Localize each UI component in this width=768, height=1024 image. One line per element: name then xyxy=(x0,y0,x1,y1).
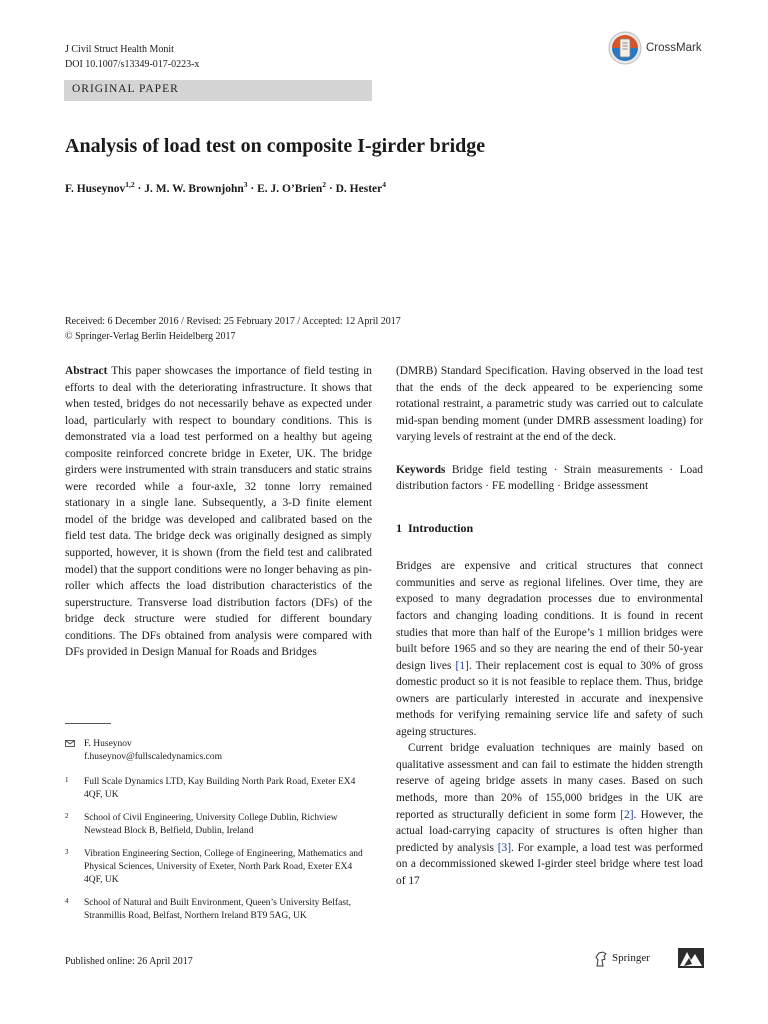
crossmark-label: CrossMark xyxy=(646,42,702,54)
paper-title: Analysis of load test on composite I-girder bridge xyxy=(65,135,486,157)
author[interactable]: E. J. O’Brien$^2$ xyxy=(257,180,327,195)
author-separator: · xyxy=(137,182,145,195)
corresponding-email[interactable]: f.huseynov@fullscaledynamics.com xyxy=(84,752,223,762)
keywords-text: Bridge field testing · Strain measurements · Load distribution factors · FE modelling · Bridge assessment xyxy=(396,463,703,493)
section-heading-introduction xyxy=(396,520,703,537)
copyright: © Springer-Verlag Berlin Heidelberg 2017 xyxy=(65,331,236,342)
intro-paragraph-2: Current bridge evaluation techniques are mainly based on qualitative assessment and can fail to estimate the hidden strength reserve of ageing bridge assets in many cases. Based on such methods, more than 20% of 155,000 bridges in the UK are reported as structurally deficient in some form [2]. However, the actual load-carrying capacity of structures is often higher than predicted by analysis [3]. For example, a load test was performed on a decommissioned skewed I-girder steel bridge where test load of 17 xyxy=(396,742,703,887)
corresponding-author xyxy=(65,738,365,764)
author-list xyxy=(65,180,386,195)
publisher-name: Springer xyxy=(612,952,650,964)
abstract-text: This paper showcases the importance of field testing in efforts to deal with the deteriorating infrastructure. It shows that when tested, bridges do not necessarily behave as expected under load, particularly with respect to boundary conditions. This is demonstrated via a load test performed on a healthy but ageing composite reinforced concrete bridge in Exeter, UK. The bridge girders were instrumented with strain transducers and static strains were recorded while a four-axle, 32 tonne lorry remained stationary in a single lane. Subsequently, a 3-D finite element model of the bridge was developed and calibrated based on the field test data. The bridge deck was originally designed as simply supported, however, it is shown (from the field test and calibrated model) that the support conditions were no longer behaving as pin-roller which affects the load distribution characteristics of the superstructure. Transverse load distribution factors (DFs) of the bridge deck structure were studied for different boundary conditions. The DFs obtained from analysis were compared with DFs provided in Design Manual for Roads and Bridges xyxy=(65,365,372,659)
keywords xyxy=(396,462,703,495)
author[interactable]: D. Hester$^4$ xyxy=(335,180,386,195)
society-logo-icon xyxy=(678,948,704,968)
citation-link[interactable]: [3] xyxy=(497,841,512,854)
abstract xyxy=(65,363,372,661)
section-title: Introduction xyxy=(408,520,474,535)
publisher-logo xyxy=(594,948,704,970)
intro-paragraph-1: Bridges are expensive and critical structures that connect communities and serve as regional lifelines. Over time, they are exposed to many degradation processes due to environmental factors and changing loading conditions. It is found in recent studies that more than half of the Europe’s 1 million bridges were built before 1965 and so they are nearing the end of their 50-year design lives [1]. Their replacement cost is equal to 30% of gross domestic product so it is not feasible to replace them. Thus, bridge owners are particularly interested in accurate and inexpensive methods for verifying remaining service life and safety of such ageing structures. xyxy=(396,560,703,738)
corresponding-name: F. Huseynov xyxy=(84,739,132,749)
journal-name: J Civil Struct Health Monit xyxy=(65,44,174,55)
abstract-label: Abstract xyxy=(65,365,108,377)
author[interactable]: F. Huseynov$^{1,2}$ xyxy=(65,180,135,195)
footnote-rule xyxy=(65,723,111,724)
paper-type-banner xyxy=(64,80,372,101)
affiliation: 1 Full Scale Dynamics LTD, Kay Building North Park Road, Exeter EX4 4QF, UK xyxy=(65,776,356,800)
footnotes xyxy=(65,738,365,933)
citation-link[interactable]: [1] xyxy=(455,659,469,672)
published-date: Published online: 26 April 2017 xyxy=(65,956,193,967)
author-separator: · xyxy=(328,182,336,195)
paper-type-label: ORIGINAL PAPER xyxy=(72,83,179,95)
section-number: 1 xyxy=(396,520,402,535)
crossmark-icon xyxy=(608,31,642,65)
envelope-icon xyxy=(65,740,75,747)
keywords-label: Keywords xyxy=(396,463,446,476)
abstract-continuation: (DMRB) Standard Specification. Having observed in the load test that the ends of the deck appeared to be experiencing some rotational restraint, a parametric study was carried out to calculate mid-span bending moment (under DMRB assessment loading) for varying levels of restraint at the end of the deck. xyxy=(396,365,703,444)
doi[interactable]: DOI 10.1007/s13349-017-0223-x xyxy=(65,59,200,70)
affiliation: 4 School of Natural and Built Environment, Queen’s University Belfast, Stranmillis Road, Belfast, Northern Ireland BT9 5AG, UK xyxy=(65,897,352,921)
affiliation: 3 Vibration Engineering Section, College of Engineering, Mathematics and Physical Sciences, University of Exeter, North Park Road, Exeter EX4 4QF, UK xyxy=(65,848,363,885)
article-dates: Received: 6 December 2016 / Revised: 25 February 2017 / Accepted: 12 April 2017 xyxy=(65,316,401,327)
affiliation: 2 School of Civil Engineering, University College Dublin, Richview Newstead Block B, Belfield, Dublin, Ireland xyxy=(65,812,338,836)
author-separator: · xyxy=(250,182,258,195)
right-column xyxy=(396,363,703,889)
author[interactable]: J. M. W. Brownjohn$^3$ xyxy=(144,180,248,195)
citation-link[interactable]: [2] xyxy=(620,808,634,821)
springer-horse-icon xyxy=(594,951,608,967)
crossmark-badge[interactable] xyxy=(608,34,712,64)
